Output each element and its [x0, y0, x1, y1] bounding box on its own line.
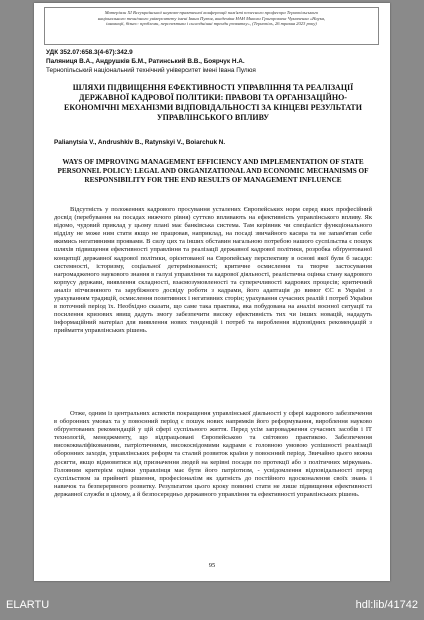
authors-en: Palianytsia V., Andrushkiv B., Ratynskyi V., Boiarchuk N.: [54, 139, 226, 146]
body-paragraph: Отже, одним із центральних аспектів покращення управлінської діяльності у сфері кадрового забезпечення в оборонних умовах та у повоєнний період є пошук нових напрямків його реформування, вироблення науково обґрунтованих рекомендацій у цій сфері суспільного життя. Перед усім запровадження сучасних засобів і ІТ технологій, менеджменту, що відпрацьовані Європейською та світовою практикою. Забезпечення висококваліфікованими, патріотичними, високосвідомими кадрами є головною умовою успішності реалізації оборонних заходів, управлінських реформ та сталий розвиток країни у повоєнний період. Звичайно цього можна досягти, якщо відмовитися від призначення людей на керівні посади по протекції або з політичних міркувань. Головним критерієм оцінки управлінця має бути його патріотизм, - усвідомлення відповідальності перед суспільством за прийняті рішення, професіоналізм як здатність до постійного вдосконалення своїх знань і навичок та безперервного розвитку. Результатом цього кроку повинні стати не лише підвищення ефективності державної служби в цілому, а й безпосередньо державного управління та ефективності управлінських рішень.: [54, 410, 372, 498]
handle-label: hdl:lib/41742: [355, 599, 418, 611]
title-ua: ШЛЯХИ ПІДВИЩЕННЯ ЕФЕКТИВНОСТІ УПРАВЛІННЯ ТА РЕАЛІЗАЦІЇ ДЕРЖАВНОЇ КАДРОВОЇ ПОЛІТИКИ: ПРАВОВІ ТА ОРГАНІЗАЦІЙНО-ЕКОНОМІЧНІ МЕХАНІЗМИ ВІДПОВІДАЛЬНОСТІ ЗА КІНЦЕВІ РЕЗУЛЬТАТИ УПРАВЛІНСЬКОГО ВПЛИВУ: [64, 83, 362, 122]
authors-ua: Паляниця В.А., Андрушків Б.М., Ратинський В.В., Боярчук Н.А.: [46, 58, 245, 65]
header-line: національного технічного університету імені Івана Пулюя, академіка НАН Миколи Григоровича Чумаченка «Наука,: [97, 15, 326, 21]
conference-header: [44, 7, 379, 45]
document-page: [34, 3, 390, 581]
page-number: 95: [208, 562, 216, 569]
header-line: інновації, бізнес: проблеми, перспективи і сьогоднішні тренди розвитку», (Тернопіль, 26 травня 2023 року): [106, 21, 317, 27]
affiliation: Тернопільський національний технічний університет імені Івана Пулюя: [46, 67, 256, 74]
title-en: WAYS OF IMPROVING MANAGEMENT EFFICIENCY AND IMPLEMENTATION OF STATE PERSONNEL POLICY: LEGAL AND ORGANIZATIONAL AND ECONOMIC MECHANISMS OF RESPONSIBILITY FOR THE END RESULTS OF MANAGEMENT INFLUENCE: [57, 158, 369, 185]
repository-label: ELARTU: [6, 599, 50, 611]
udc-code: УДК 352.07:658.3(4-67):342.9: [46, 49, 133, 56]
header-line: Матеріали XI Всеукраїнської науково-практичної конференції пам'яті почесного професора Тернопільського: [104, 10, 319, 15]
body-paragraph: Відсутність у положеннях кадрового просування усталених Європейських норм серед яких професійний досвід (перебування на посадах нижчого рівня) суттєво впливають на ефективність управлінського впливу. Як відомо, чудовий приклад у цьому плані має банківська система. Там керівник чи спеціаліст функціонального відділу не може ним стати якщо не працював, наприклад, на посаді звичайного касира та не запам'ятав себе якимись негативними проявами. В силу цих та інших обставин нагальною потребою нашого суспільства є пошук шляхів підвищення ефективності управління та реалізації державної кадрової політики, розробка обґрунтованої концепції державної кадрової політики, орієнтованої на Європейську перспективу в основі якої були б засади: системності, історизму, соціальної детермінованості; критичне осмислення та творче застосування нагромадженого наукового знання в галузі управління та кадрової діяльності, реалістична оцінка стану кадрового корпусу держави, виявлення складності, взаємозумовленості та суперечливості кадрових процесів; критичний аналіз вітчизняного та зарубіжного досвіду роботи з кадрами, його адаптація до вимог ЄС в Україні з урахуванням традицій, осмислення позитивних і негативних сторін; урахування сучасних реалій і потреб України в поточний період їх. Необхідно сказати, що саме така практика, яка побудована на аналізі воєнної ситуації та посилення кризових явищ дадуть змогу забезпечити високу ефективність тих чи інших новацій, нададуть інформаційний матеріал для виявлення нових тенденцій і потреб та вироблення відповідних рекомендацій з приймаття управлінських рішень.: [54, 206, 372, 335]
